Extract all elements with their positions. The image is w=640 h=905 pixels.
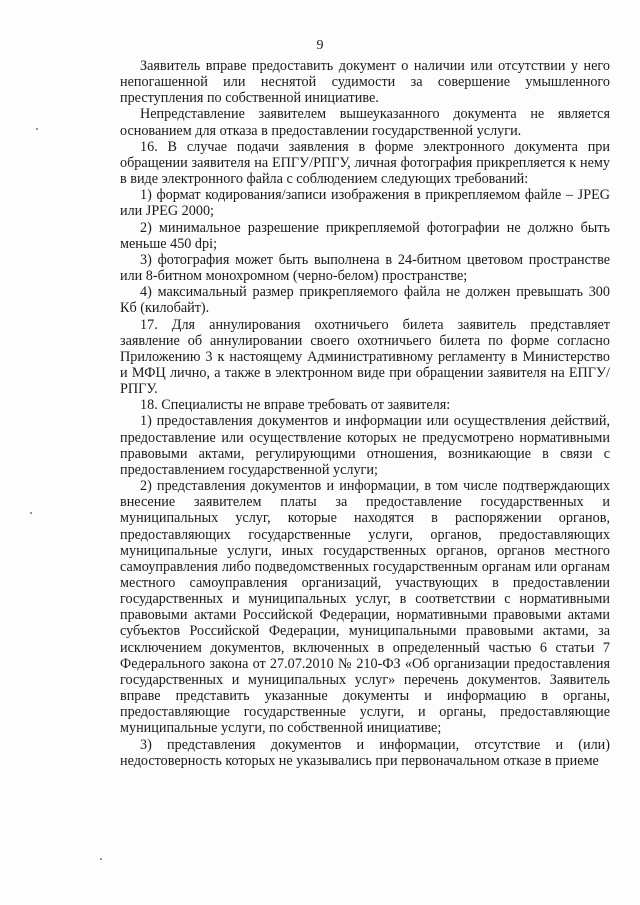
- document-body: [120, 58, 610, 769]
- list-item-prohibition-2: 2) представления документов и информации, в том числе подтверждающих внесение заявителем платы за предоставление государственных и муниципальных услуг, которые находятся в распоряжении органов, предоставляющих государственные услуги, органов, предоставляющих муниципальные услуги, иных государственных органов, органов местного самоуправления либо подведомственных государственным органам или органам местного самоуправления организаций, участвующих в предоставлении государственных и муниципальных услуг, в соответствии с нормативными правовыми актами Российской Федерации, нормативными правовыми актами субъектов Российской Федерации, муниципальными правовыми актами, за исключением документов, включенных в определенный частью 6 статьи 7 Федерального закона от 27.07.2010 № 210-ФЗ «Об организации предоставления государственных и муниципальных услуг» перечень документов. Заявитель вправе представить указанные документы и информацию в органы, предоставляющие государственные услуги, и органы, предоставляющие муниципальные услуги, по собственной инициативе;: [120, 478, 610, 737]
- paragraph-16-photo-requirements: 16. В случае подачи заявления в форме электронного документа при обращении заявителя на ЕПГУ/РПГУ, личная фотография прикрепляется к нему в виде электронного файла с соблюдением следующих требований:: [120, 138, 610, 188]
- list-item-format: 1) формат кодирования/записи изображения в прикрепляемом файле – JPEG или JPEG 2000;: [120, 187, 610, 220]
- paragraph-criminal-record: Заявитель вправе предоставить документ о наличии или отсутствии у него непогашенной или неснятой судимости за совершение умышленного преступления по собственной инициативе.: [120, 58, 610, 107]
- paragraph-17-annulment: 17. Для аннулирования охотничьего билета заявитель представляет заявление об аннулировании своего охотничьего билета по форме согласно Приложению 3 к настоящему Административному регламенту в Министерство и МФЦ лично, а также в электронном виде при обращении заявителя на ЕПГУ/РПГУ.: [120, 316, 610, 398]
- list-item-prohibition-1: 1) предоставления документов и информации или осуществления действий, предоставление или осуществление которых не предусмотрено нормативными правовыми актами, регулирующими отношения, возникающие в связи с предоставлением государственной услуги;: [120, 413, 610, 478]
- scan-speck: [100, 858, 102, 860]
- paragraph-18-prohibitions: 18. Специалисты не вправе требовать от заявителя:: [140, 397, 451, 414]
- list-item-resolution: 2) минимальное разрешение прикрепляемой фотографии не должно быть меньше 450 dpi;: [120, 219, 610, 252]
- scan-speck: [36, 128, 38, 130]
- list-item-color-space: 3) фотография может быть выполнена в 24-битном цветовом пространстве или 8-битном монохромном (черно-белом) пространстве;: [120, 251, 610, 285]
- page-number: 9: [316, 38, 324, 53]
- paragraph-non-submission: Непредставление заявителем вышеуказанного документа не является основанием для отказа в предоставлении государственной услуги.: [120, 106, 610, 139]
- list-item-prohibition-3: 3) представления документов и информации, отсутствие и (или) недостоверность которых не указывались при первоначальном отказе в приеме: [120, 736, 610, 769]
- scan-speck: [30, 512, 32, 514]
- list-item-file-size: 4) максимальный размер прикрепляемого файла не должен превышать 300 Кб (килобайт).: [120, 284, 610, 317]
